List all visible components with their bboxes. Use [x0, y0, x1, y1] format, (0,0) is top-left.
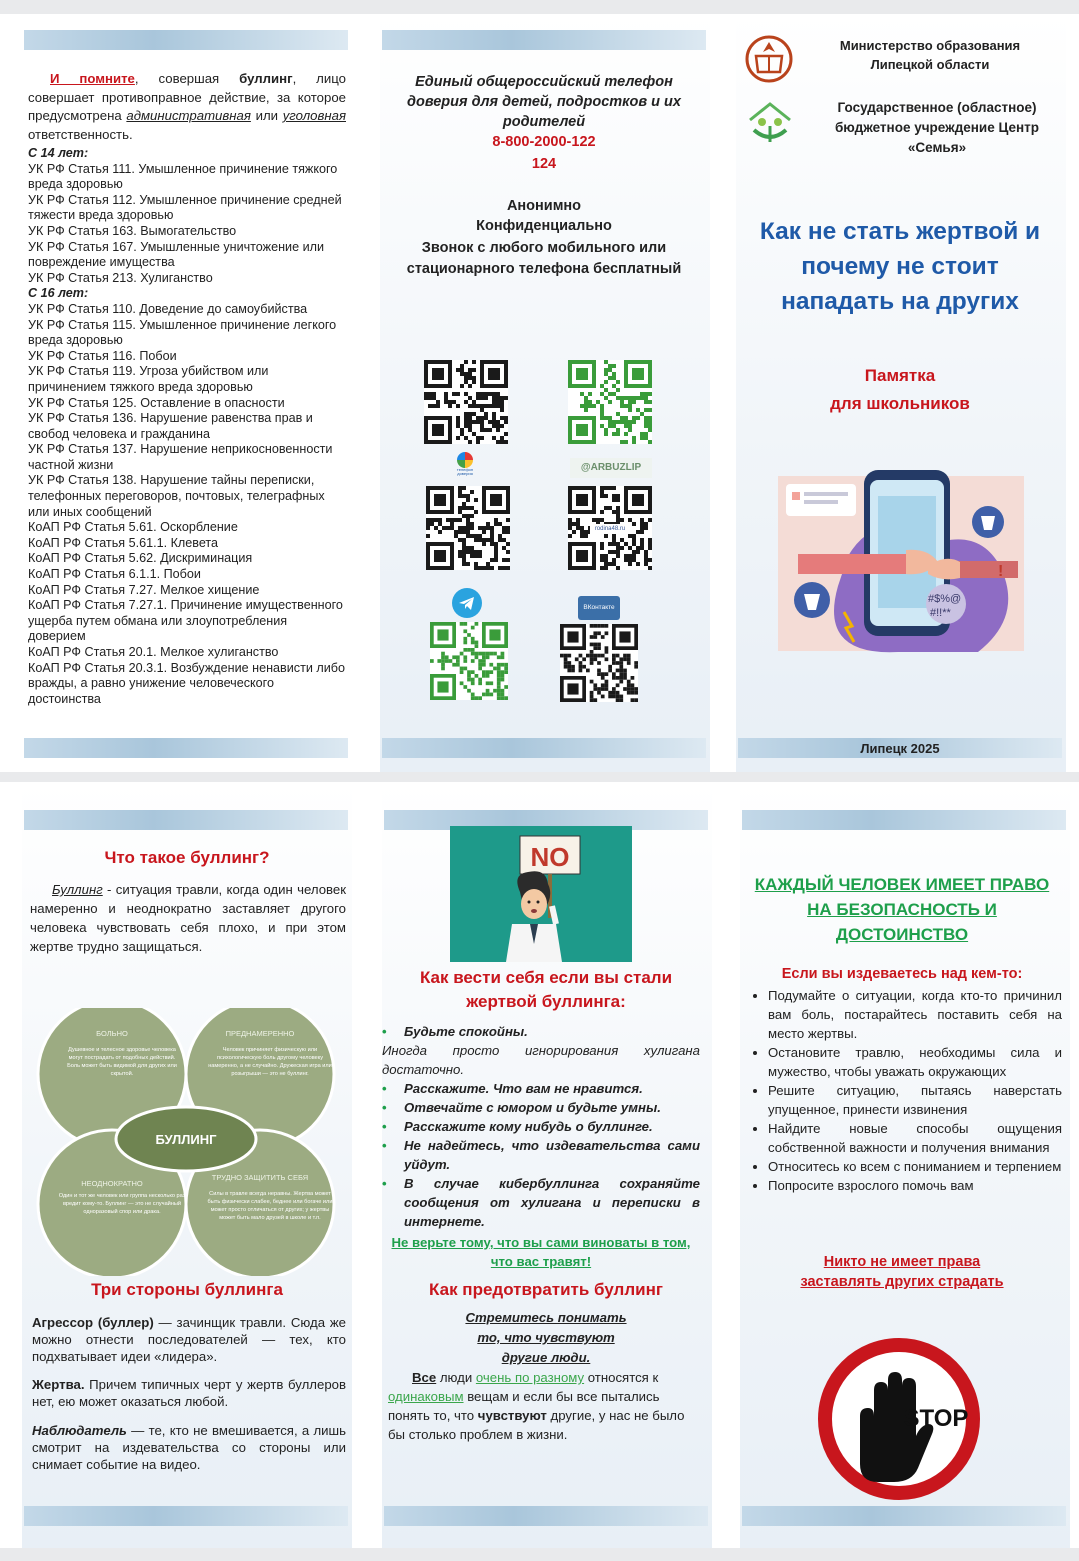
bully-advice-item: • Попросите взрослого помочь вам [768, 1176, 1062, 1195]
advice-bullets [382, 1079, 700, 1231]
call-text: Звонок с любого мобильного или стационарного телефона бесплатный [406, 240, 682, 277]
qr-code-telegram[interactable] [430, 622, 508, 700]
three-sides-heading: Три стороны буллинга [91, 1280, 283, 1299]
strive-note: Стремитесь понимать то, что чувствуют другие люди. [465, 1310, 627, 1365]
advice-item [382, 1117, 700, 1136]
header-bar [24, 810, 348, 830]
hotline-short-phone: 124 [531, 156, 557, 172]
word-same: одинаковым [388, 1389, 464, 1404]
advice-text: Расскажите. Что вам не нравится. [404, 1081, 643, 1096]
law-item: КоАП РФ Статья 6.1.1. Побои [28, 567, 201, 582]
hotline-title: Единый общероссийский телефон доверия для детей, подростков и их родителей [407, 74, 681, 130]
observer-paragraph [32, 1422, 346, 1473]
advice-calm: Будьте спокойны. [404, 1024, 528, 1039]
or-word: или [250, 108, 283, 124]
text-part-2: относятся к [584, 1370, 659, 1385]
law-item: УК РФ Статья 115. Умышленное причинение легкого вреда здоровью [28, 317, 337, 348]
victim-advice-list [382, 1022, 700, 1271]
stop-text: STOP [903, 1405, 969, 1432]
law-list [28, 146, 346, 707]
memo-subtitle: для школьников [830, 394, 970, 413]
venn-c1-title: БОЛЬНО [96, 1029, 128, 1038]
law-item: УК РФ Статья 163. Вымогательство [28, 223, 237, 238]
advice-text: В случае кибербуллинга сохраняйте сообщения от хулигана и переписки в интернете. [404, 1176, 700, 1229]
qr-code-center-semya[interactable] [426, 486, 510, 570]
telephone-logo-text: телефон доверия [456, 467, 474, 476]
telephone-logo [450, 452, 480, 478]
understanding-paragraph [388, 1368, 700, 1444]
law-item: КоАП РФ Статья 5.62. Дискриминация [28, 551, 253, 566]
qr-code-vk[interactable] [560, 624, 638, 702]
law-item: УК РФ Статья 213. Хулиганство [28, 270, 213, 285]
law-item: УК РФ Статья 125. Оставление в опасности [28, 395, 285, 410]
advice-text: Расскажите кому нибудь о буллинге. [404, 1119, 653, 1134]
observer-label: Наблюдатель [32, 1423, 127, 1438]
text-part-4: другие, у нас не было бы столько проблем в жизни. [388, 1408, 685, 1442]
telegram-icon[interactable] [452, 588, 482, 618]
venn-c4-title: ТРУДНО ЗАЩИТИТЬ СЕБЯ [211, 1173, 309, 1182]
bully-advice-item: • Решите ситуацию, пытаясь наверстать упущенное, принести извинения [768, 1081, 1062, 1119]
bully-advice-item: • Найдите новые способы ощущения собственной важности и получения внимания [768, 1119, 1062, 1157]
bully-advice-item: • Остановите травлю, необходимы сила и мужество, чтобы уважать окружающих [768, 1043, 1062, 1081]
victim-label: Жертва. [32, 1377, 85, 1392]
cyberbullying-illustration [778, 466, 1024, 662]
panel-cover [736, 14, 1066, 772]
definition-text: - ситуация травли, когда один человек намеренно и неоднократно заставляет другого человека чувствовать себя плохо, и при этом жертве трудно защищаться. [30, 882, 346, 954]
admin-word: административная [126, 108, 251, 124]
header-bar [742, 810, 1066, 830]
aggressor-label: Агрессор (буллер) [32, 1315, 154, 1330]
advice-item: • Будьте спокойны. [382, 1024, 528, 1039]
bullying-heading: Что такое буллинг? [104, 848, 270, 867]
law-item: УК РФ Статья 137. Нарушение неприкосновенности частной жизни [28, 442, 333, 472]
rodina-label: rodina48.ru [590, 524, 630, 534]
center-name: Государственное (областное) бюджетное учреждение Центр «Семья» [834, 100, 1040, 155]
venn-c2-text: Человек причиняет физическую или психологическую боль другому человеку намеренно, а не случайно. Дружеская игра или розыгрыши — это не буллинг. [208, 1047, 332, 1077]
bully-advice-item: • Относитесь ко всем с пониманием и терпением [768, 1157, 1062, 1176]
prevent-heading: Как предотвратить буллинг [429, 1280, 663, 1299]
responsibility-text: ответственность. [28, 126, 133, 142]
word-feel: чувствуют [477, 1408, 547, 1423]
stop-hand-icon [816, 1336, 982, 1502]
vk-label: ВКонтакте [583, 604, 615, 611]
center-semya-logo-icon [744, 98, 796, 148]
arbuz-tag: @ARBUZLIP [570, 458, 652, 478]
advice-text: Отвечайте с юмором и будьте умны. [404, 1100, 661, 1115]
not-your-fault-note: Не верьте тому, что вы сами виноваты в том, что вас травят! [391, 1235, 691, 1269]
remember-text: , совершая [134, 71, 240, 86]
hotline-phone: 8-800-2000-122 [492, 134, 596, 150]
definition-word: Буллинг [52, 882, 103, 897]
header-bar [24, 30, 348, 50]
footer-bar [384, 1506, 708, 1526]
bullet-dot: • [382, 1100, 387, 1115]
bullet-dot: • [382, 1176, 387, 1191]
no-sign-text: NO [530, 842, 570, 872]
remember-paragraph [28, 70, 346, 144]
venn-c4-text: Силы в травле всегда неравны. Жертва может быть физически слабее, беднее или богаче или может просто отличаться от других; у жертвы может быть мало друзей в школе и т.п. [207, 1191, 333, 1221]
panel-rights [740, 782, 1070, 1548]
text-part-3: вещам и если бы все пытались понять то, что [388, 1389, 660, 1423]
bullet-dot: • [382, 1138, 387, 1153]
bullying-definition [30, 880, 346, 956]
aggressor-paragraph [32, 1314, 346, 1365]
word-all: Все [412, 1370, 437, 1385]
law-item: УК РФ Статья 116. Побои [28, 348, 177, 363]
ministry-name: Министерство образования Липецкой области [839, 38, 1021, 72]
footer-bar [742, 1506, 1066, 1526]
advice-item [382, 1136, 700, 1174]
law-item: УК РФ Статья 112. Умышленное причинение средней тяжести вреда здоровью [28, 192, 342, 223]
advice-calm-note: Иногда просто игнорирования хулигана достаточно. [382, 1043, 700, 1077]
bully-advice-item: • Подумайте о ситуации, когда кто-то причинил вам боль, постарайтесь поставить себя на место жертвы. [768, 986, 1062, 1043]
main-title: Как не стать жертвой и почему не стоит нападать на других [759, 218, 1041, 315]
venn-center-label: БУЛЛИНГ [155, 1132, 217, 1147]
venn-c3-text: Один и тот же человек или группа несколько раз вредит кому-то. Буллинг — это не случайный одноразовый спор или драка. [58, 1193, 186, 1215]
no-sign-illustration [450, 826, 632, 962]
law-item: УК РФ Статья 110. Доведение до самоубийства [28, 301, 308, 316]
panel-hotline [380, 14, 710, 772]
vk-logo[interactable] [578, 596, 620, 620]
bullet-dot: • [382, 1081, 387, 1096]
symbols-line-1: #$%@ [928, 593, 962, 605]
aggressor-text: — зачинщик травли. Сюда же можно отнести последователей — тех, кто подхватывает идеи «лидера». [32, 1315, 346, 1364]
symbols-line-2: #!!** [930, 607, 951, 619]
law-item: КоАП РФ Статья 7.27.1. Причинение имущественного ущерба путем обмана или злоупотребления доверием [28, 598, 343, 644]
law-item: КоАП РФ Статья 7.27. Мелкое хищение [28, 582, 260, 597]
text-part-1: люди [436, 1370, 476, 1385]
remember-text-2: , лицо совершает противоправное действие, за которое предусмотрена [28, 71, 346, 124]
bully-advice-list [746, 986, 1062, 1195]
victim-text: Причем типичных черт у жертв буллеров нет, ею может оказаться любой. [32, 1377, 346, 1409]
city-year: Липецк 2025 [860, 741, 940, 756]
memo-title: Памятка [864, 366, 936, 385]
anon-text: Анонимно [506, 198, 582, 214]
nobody-has-right: Никто не имеет права заставлять других страдать [800, 1254, 1004, 1290]
observer-text: — те, кто не вмешивается, а лишь смотрит на издевательства со стороны или снимает событие на видео. [32, 1423, 346, 1472]
law-item: УК РФ Статья 167. Умышленные уничтожение или повреждение имущества [28, 239, 325, 270]
age-16-label: С 16 лет: [28, 286, 89, 301]
conf-text: Конфиденциально [476, 218, 612, 234]
rights-heading: КАЖДЫЙ ЧЕЛОВЕК ИМЕЕТ ПРАВО НА БЕЗОПАСНОСТЬ И ДОСТОИНСТВО [754, 875, 1050, 944]
law-item: КоАП РФ Статья 20.1. Мелкое хулиганство [28, 645, 279, 659]
panel-victim-advice [382, 782, 712, 1548]
law-item: УК РФ Статья 111. Умышленное причинение тяжкого вреда здоровью [28, 161, 338, 192]
qr-code-telegram-arbuz[interactable] [568, 360, 652, 444]
qr-code-hotline[interactable] [424, 360, 508, 444]
venn-c3-title: НЕОДНОКРАТНО [81, 1179, 143, 1188]
law-item: УК РФ Статья 119. Угроза убийством или причинением тяжкого вреда здоровью [28, 364, 269, 394]
advice-item [382, 1079, 700, 1098]
sheet-front [0, 14, 1079, 772]
advice-item [382, 1098, 700, 1117]
advice-text: Не надейтесь, что издевательства сами уйдут. [404, 1138, 700, 1172]
criminal-word: уголовная [282, 108, 346, 124]
if-you-bully-heading: Если вы издеваетесь над кем-то: [781, 966, 1023, 982]
panel-legal [22, 14, 352, 772]
law-item: КоАП РФ Статья 5.61. Оскорбление [28, 520, 238, 535]
victim-paragraph [32, 1376, 346, 1410]
law-item: КоАП РФ Статья 20.3.1. Возбуждение ненависти либо вражды, а равно унижение человеческого достоинства [28, 660, 345, 706]
remember-label: И помните [50, 71, 135, 86]
footer-bar [382, 738, 706, 758]
law-item: УК РФ Статья 138. Нарушение тайны переписки, телефонных переговоров, почтовых, телеграфных или иных сообщений [28, 473, 325, 519]
ministry-logo-icon [744, 34, 794, 84]
footer-bar [24, 738, 348, 758]
hand-icon [457, 452, 473, 468]
bullet-dot: • [382, 1119, 387, 1134]
advice-item [382, 1174, 700, 1231]
law-item: КоАП РФ Статья 5.61.1. Клевета [28, 535, 219, 550]
sheet-back [0, 782, 1079, 1548]
svg-text:!: ! [998, 563, 1004, 580]
victim-heading: Как вести себя если вы стали жертвой буллинга: [419, 968, 673, 1011]
footer-bar [24, 1506, 348, 1526]
venn-c1-text: Душевное и телесное здоровье человека могут пострадать от подобных действий. Боль может быть видимой для других или скрытой. [67, 1047, 177, 1077]
header-bar [382, 30, 706, 50]
laws-16-list [28, 302, 346, 707]
age-14-label: С 14 лет: [28, 146, 89, 160]
remember-bold: буллинг [239, 71, 293, 86]
venn-c2-title: ПРЕДНАМЕРЕННО [225, 1029, 295, 1038]
law-item: УК РФ Статья 136. Нарушение равенства прав и свобод человека и гражданина [28, 411, 313, 441]
laws-14-list [28, 162, 346, 287]
word-different: очень по разному [475, 1370, 585, 1385]
panel-what-is-bullying [22, 782, 352, 1548]
